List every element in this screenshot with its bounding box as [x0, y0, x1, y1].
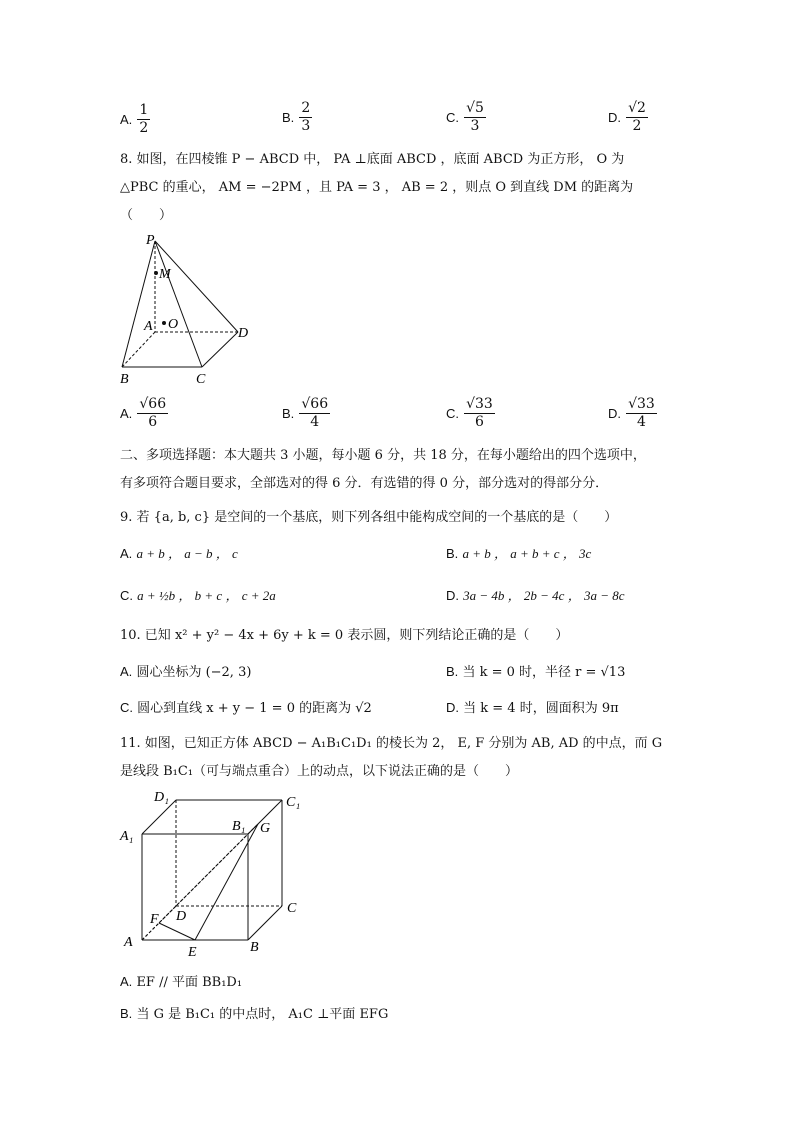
q9-option-c-text: a + ½b ， b + c ， c + 2a	[137, 588, 276, 603]
q10-option-c-text: 圆心到直线 x + y − 1 = 0 的距离为 √2	[137, 701, 372, 716]
q8-option-c: C. $\frac{√33}{6}$	[446, 396, 493, 430]
section2-heading-line1: 二、多项选择题：本大题共 3 小题，每小题 6 分，共 18 分，在每小题给出的四个选项中，	[120, 448, 646, 463]
q8-option-b-fraction: $\frac{√66}{4}$	[301, 396, 329, 430]
label-d: D	[238, 326, 249, 341]
edge-a1-d1	[142, 800, 176, 834]
q11-stem-line1: 11. 如图，已知正方体 ABCD − A₁B₁C₁D₁ 的棱长为 2， E, F 分别为 AB, AD 的中点，而 G	[120, 736, 663, 751]
q10-option-c: C. 圆心到直线 x + y − 1 = 0 的距离为 √2	[120, 700, 372, 716]
label-b1: B₁	[232, 819, 246, 834]
q8-option-d: D. $\frac{√33}{4}$	[608, 396, 655, 430]
q10-stem: 10. 已知 x² + y² − 4x + 6y + k = 0 表示圆，则下列结论正确的是（ ）	[120, 628, 569, 643]
q10-option-d: D. 当 k = 4 时，圆面积为 9π	[446, 700, 619, 716]
q7-option-c	[446, 100, 486, 135]
q8-option-c-fraction: $\frac{√33}{6}$	[466, 396, 493, 430]
q10-option-b: B. 当 k = 0 时，半径 r = √13	[446, 664, 626, 680]
q9-stem: 9. 若 {a, b, c} 是空间的一个基底，则下列各组中能构成空间的一个基底的是（ ）	[120, 510, 618, 525]
section2-heading-line2: 有多项符合题目要求，全部选对的得 6 分．有选错的得 0 分，部分选对的得部分分．	[120, 476, 609, 491]
q8-option-b: B. $\frac{√66}{4}$	[282, 396, 329, 430]
q10-option-b-text: 当 k = 0 时，半径 r = √13	[462, 665, 626, 680]
q9-option-c: C. a + ½b ， b + c ， c + 2a	[120, 588, 276, 603]
label-d: D	[176, 909, 187, 924]
label-c: C	[196, 372, 206, 387]
q7-option-b-label: B.	[282, 110, 295, 125]
label-m: M	[159, 267, 171, 282]
q7-option-a-label: A.	[120, 112, 133, 127]
point-m	[154, 271, 158, 275]
q9-option-b-text: a + b ， a + b + c ， 3c	[462, 546, 592, 561]
point-o	[162, 321, 166, 325]
segment-e-f	[159, 923, 195, 940]
q9-option-d: D. 3a − 4b ， 2b − 4c ， 3a − 8c	[446, 588, 625, 603]
q11-option-b: B. 当 G 是 B₁C₁ 的中点时， A₁C ⊥平面 EFG	[120, 1006, 389, 1022]
q7-option-a-fraction: $\frac{1}{2}$	[139, 102, 149, 136]
q11-stem-line2: 是线段 B₁C₁（可与端点重合）上的动点，以下说法正确的是（ ）	[120, 764, 519, 779]
q8-option-a-fraction: $\frac{√66}{6}$	[139, 396, 167, 430]
q7-option-b	[282, 100, 312, 135]
label-a: A	[124, 935, 133, 950]
q11-cube-figure	[112, 788, 312, 960]
label-e: E	[188, 945, 197, 960]
label-a: A	[144, 319, 153, 334]
label-a1: A₁	[120, 829, 134, 844]
label-c1: C₁	[286, 795, 301, 810]
edge-b-c	[248, 906, 282, 940]
q9-option-a-text: a + b ， a − b ， c	[136, 546, 238, 561]
q11-option-a: A. EF // 平面 BB₁D₁	[120, 974, 243, 990]
q8-stem-line2: △PBC 的重心， AM = −2PM ，且 PA = 3 ， AB = 2 ，则点 O 到直线 DM 的距离为	[120, 180, 634, 195]
q7-option-d-fraction: $\frac{√2}{2}$	[628, 100, 646, 134]
q11-option-b-text: 当 G 是 B₁C₁ 的中点时， A₁C ⊥平面 EFG	[136, 1007, 389, 1022]
label-g: G	[260, 821, 271, 836]
q10-option-d-text: 当 k = 4 时，圆面积为 9π	[463, 701, 619, 716]
q9-option-b: B. a + b ， a + b + c ， 3c	[446, 546, 592, 561]
q8-pyramid-figure	[112, 230, 262, 390]
label-c: C	[287, 901, 297, 916]
q7-option-d-label: D.	[608, 110, 621, 125]
label-f: F	[150, 912, 159, 927]
label-d1: D₁	[154, 790, 169, 805]
label-o: O	[168, 317, 179, 332]
q7-option-c-label: C.	[446, 110, 459, 125]
label-b: B	[120, 372, 129, 387]
q9-option-a: A. a + b ， a − b ， c	[120, 546, 238, 561]
q7-option-c-fraction: $\frac{√5}{3}$	[466, 100, 484, 134]
edge-pc	[155, 241, 202, 367]
q8-stem-line3: （ ）	[120, 208, 173, 223]
q8-option-a: A. $\frac{√66}{6}$	[120, 396, 167, 430]
q9-option-d-text: 3a − 4b ， 2b − 4c ， 3a − 8c	[463, 588, 625, 603]
q11-option-a-text: EF // 平面 BB₁D₁	[136, 975, 243, 990]
segment-e-g	[195, 824, 258, 940]
q7-option-a	[120, 102, 150, 137]
q7-option-b-fraction: $\frac{2}{3}$	[301, 100, 311, 134]
label-p: P	[146, 233, 155, 248]
label-b: B	[250, 940, 259, 955]
q8-option-d-fraction: $\frac{√33}{4}$	[628, 396, 655, 430]
q8-stem-line1: 8. 如图，在四棱锥 P − ABCD 中， PA ⊥底面 ABCD ，底面 ABCD 为正方形， O 为	[120, 152, 625, 167]
q10-option-a: A. 圆心坐标为 (−2, 3)	[120, 664, 252, 680]
edge-cd	[202, 332, 238, 367]
edge-pb	[122, 241, 155, 367]
q10-option-a-text: 圆心坐标为 (−2, 3)	[136, 665, 252, 680]
q7-option-d	[608, 100, 648, 135]
